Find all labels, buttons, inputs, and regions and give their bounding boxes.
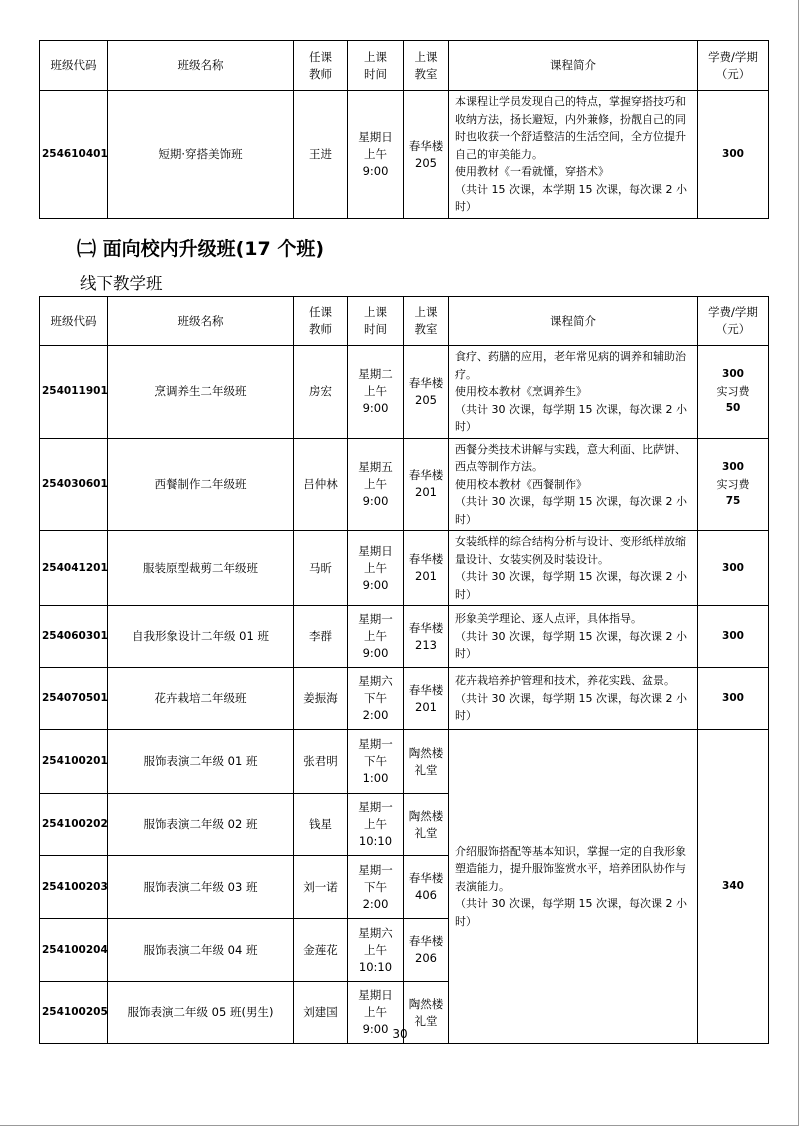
header-name: 班级名称 <box>108 41 294 91</box>
class-code: 254011901 <box>40 346 108 439</box>
table-row <box>40 668 769 730</box>
teacher-name: 王进 <box>294 91 348 219</box>
table-row <box>40 730 769 794</box>
header-fee: 学费/学期 （元） <box>698 41 769 91</box>
class-code: 254100203 <box>40 856 108 919</box>
table-row <box>40 531 769 606</box>
class-code: 254070501 <box>40 668 108 730</box>
header-intro: 课程简介 <box>449 41 698 91</box>
header-fee: 学费/学期 （元） <box>698 297 769 346</box>
tuition-fee: 300 实习费 50 <box>698 346 769 439</box>
page-number: 30 <box>392 1027 408 1041</box>
course-intro: 本课程让学员发现自己的特点，掌握穿搭技巧和收纳方法，扬长避短，内外兼修，扮靓自己的同时也收获一个舒适整洁的生活空间，全方位提升自己的审美能力。 使用教材《一看就懂，穿搭术》 （共计 15 次课，本学期 15 次课，每次课 2 小时） <box>449 91 698 219</box>
classroom: 春华楼 201 <box>404 438 449 531</box>
course-intro: 介绍服饰搭配等基本知识，掌握一定的自我形象塑造能力，提升服饰鉴赏水平，培养团队协作与表演能力。 （共计 30 次课，每学期 15 次课，每次课 2 小时） <box>449 730 698 1044</box>
classroom: 陶然楼 礼堂 <box>404 794 449 856</box>
table-header-row <box>40 41 769 91</box>
class-time: 星期一 上午 10:10 <box>348 794 404 856</box>
teacher-name: 房宏 <box>294 346 348 439</box>
class-time: 星期六 上午 10:10 <box>348 919 404 982</box>
class-name: 烹调养生二年级班 <box>108 346 294 439</box>
teacher-name: 吕仲林 <box>294 438 348 531</box>
class-time: 星期一 上午 9:00 <box>348 606 404 668</box>
table-row <box>40 91 769 219</box>
teacher-name: 金莲花 <box>294 919 348 982</box>
teacher-name: 张君明 <box>294 730 348 794</box>
header-intro: 课程简介 <box>449 297 698 346</box>
teacher-name: 刘建国 <box>294 982 348 1044</box>
teacher-name: 李群 <box>294 606 348 668</box>
class-time: 星期日 上午 9:00 <box>348 982 404 1044</box>
teacher-name: 钱星 <box>294 794 348 856</box>
class-name: 短期·穿搭美饰班 <box>108 91 294 219</box>
class-code: 254100204 <box>40 919 108 982</box>
class-name: 服饰表演二年级 05 班(男生) <box>108 982 294 1044</box>
table-row <box>40 606 769 668</box>
section-title: ㈡ 面向校内升级班(17 个班) <box>77 238 325 260</box>
teacher-name: 姜振海 <box>294 668 348 730</box>
tuition-fee: 300 <box>698 531 769 606</box>
class-name: 服饰表演二年级 02 班 <box>108 794 294 856</box>
table-row <box>40 346 769 439</box>
class-name: 服饰表演二年级 04 班 <box>108 919 294 982</box>
class-name: 西餐制作二年级班 <box>108 438 294 531</box>
class-time: 星期五 上午 9:00 <box>348 438 404 531</box>
class-name: 花卉栽培二年级班 <box>108 668 294 730</box>
classroom: 春华楼 205 <box>404 91 449 219</box>
class-time: 星期六 下午 2:00 <box>348 668 404 730</box>
header-code: 班级代码 <box>40 297 108 346</box>
class-name: 自我形象设计二年级 01 班 <box>108 606 294 668</box>
classroom: 春华楼 206 <box>404 919 449 982</box>
class-code: 254610401 <box>40 91 108 219</box>
course-table-1 <box>39 40 769 219</box>
header-room: 上课 教室 <box>404 297 449 346</box>
tuition-fee: 300 实习费 75 <box>698 438 769 531</box>
class-code: 254100202 <box>40 794 108 856</box>
class-code: 254100201 <box>40 730 108 794</box>
tuition-fee: 300 <box>698 668 769 730</box>
class-code: 254030601 <box>40 438 108 531</box>
classroom: 春华楼 213 <box>404 606 449 668</box>
table-row <box>40 438 769 531</box>
class-time: 星期一 下午 1:00 <box>348 730 404 794</box>
class-time: 星期日 上午 9:00 <box>348 91 404 219</box>
header-name: 班级名称 <box>108 297 294 346</box>
class-code: 254041201 <box>40 531 108 606</box>
course-intro: 女装纸样的综合结构分析与设计、变形纸样放缩量设计、女装实例及时装设计。 （共计 30 次课，每学期 15 次课，每次课 2 小时） <box>449 531 698 606</box>
classroom: 春华楼 406 <box>404 856 449 919</box>
classroom: 春华楼 205 <box>404 346 449 439</box>
table-header-row <box>40 297 769 346</box>
class-time: 星期二 上午 9:00 <box>348 346 404 439</box>
header-teacher: 任课 教师 <box>294 41 348 91</box>
header-room: 上课 教室 <box>404 41 449 91</box>
class-name: 服装原型裁剪二年级班 <box>108 531 294 606</box>
classroom: 陶然楼 礼堂 <box>404 730 449 794</box>
class-name: 服饰表演二年级 01 班 <box>108 730 294 794</box>
header-code: 班级代码 <box>40 41 108 91</box>
tuition-fee: 340 <box>698 730 769 1044</box>
classroom: 春华楼 201 <box>404 531 449 606</box>
teacher-name: 马昕 <box>294 531 348 606</box>
class-time: 星期日 上午 9:00 <box>348 531 404 606</box>
header-time: 上课 时间 <box>348 41 404 91</box>
tuition-fee: 300 <box>698 606 769 668</box>
course-intro: 西餐分类技术讲解与实践，意大利面、比萨饼、西点等制作方法。 使用校本教材《西餐制作》 （共计 30 次课，每学期 15 次课，每次课 2 小时） <box>449 438 698 531</box>
class-time: 星期一 下午 2:00 <box>348 856 404 919</box>
header-teacher: 任课 教师 <box>294 297 348 346</box>
section-subtitle: 线下教学班 <box>80 274 163 293</box>
tuition-fee: 300 <box>698 91 769 219</box>
classroom: 陶然楼 礼堂 <box>404 982 449 1044</box>
class-name: 服饰表演二年级 03 班 <box>108 856 294 919</box>
course-intro: 形象美学理论、逐人点评，具体指导。 （共计 30 次课，每学期 15 次课，每次课 2 小时） <box>449 606 698 668</box>
header-time: 上课 时间 <box>348 297 404 346</box>
class-code: 254060301 <box>40 606 108 668</box>
course-intro: 花卉栽培养护管理和技术，养花实践、盆景。 （共计 30 次课，每学期 15 次课，每次课 2 小时） <box>449 668 698 730</box>
classroom: 春华楼 201 <box>404 668 449 730</box>
course-table-2 <box>39 296 769 1044</box>
course-intro: 食疗、药膳的应用，老年常见病的调养和辅助治疗。 使用校本教材《烹调养生》 （共计 30 次课，每学期 15 次课，每次课 2 小时） <box>449 346 698 439</box>
class-code: 254100205 <box>40 982 108 1044</box>
teacher-name: 刘一诺 <box>294 856 348 919</box>
